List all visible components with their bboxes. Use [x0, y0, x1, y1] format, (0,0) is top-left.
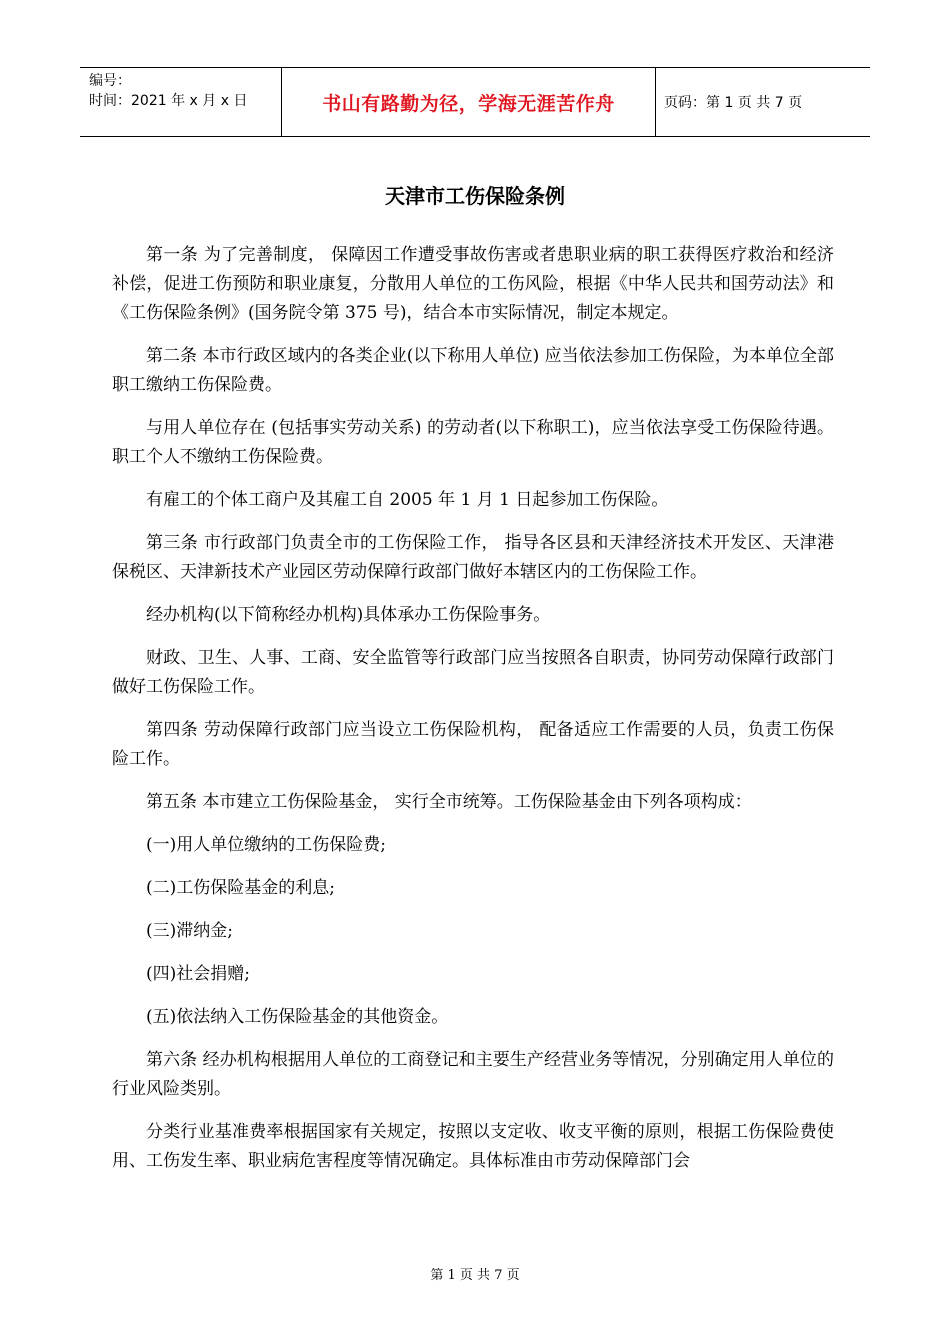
list-item: (四)社会捐赠;	[146, 964, 250, 984]
paragraph: 第一条 为了完善制度， 保障因工作遭受事故伤害或者患职业病的职工获得医疗救治和经济补偿，促进工伤预防和职业康复，分散用人单位的工伤风险，根据《中华人民共和国劳动法》和《工伤保险条例》(国务院令第 375 号)，结合本市实际情况，制定本规定。	[112, 245, 834, 323]
paragraph: 第四条 劳动保障行政部门应当设立工伤保险机构， 配备适应工作需要的人员，负责工伤保险工作。	[112, 720, 834, 769]
paragraph: 财政、卫生、人事、工商、安全监管等行政部门应当按照各自职责，协同劳动保障行政部门做好工伤保险工作。	[112, 648, 834, 697]
page-header	[80, 67, 870, 137]
page-footer: 第 1 页 共 7 页	[430, 1268, 520, 1283]
header-page-info: 页码：第 1 页 共 7 页	[664, 95, 803, 111]
paragraph: 第二条 本市行政区域内的各类企业(以下称用人单位) 应当依法参加工伤保险，为本单位全部职工缴纳工伤保险费。	[112, 346, 834, 395]
list-item: (三)滞纳金;	[146, 921, 233, 941]
header-motto: 书山有路勤为径，学海无涯苦作舟	[282, 68, 656, 136]
document-body	[112, 241, 834, 1190]
list-item: (二)工伤保险基金的利息;	[146, 878, 335, 898]
paragraph: 第六条 经办机构根据用人单位的工商登记和主要生产经营业务等情况，分别确定用人单位的行业风险类别。	[112, 1050, 834, 1099]
list-item: (一)用人单位缴纳的工伤保险费;	[146, 835, 386, 855]
paragraph: 第五条 本市建立工伤保险基金， 实行全市统筹。工伤保险基金由下列各项构成：	[146, 792, 752, 812]
paragraph: 有雇工的个体工商户及其雇工自 2005 年 1 月 1 日起参加工伤保险。	[146, 490, 669, 510]
paragraph: 与用人单位存在 (包括事实劳动关系) 的劳动者(以下称职工)，应当依法享受工伤保险待遇。职工个人不缴纳工伤保险费。	[112, 418, 834, 467]
list-item: (五)依法纳入工伤保险基金的其他资金。	[146, 1007, 449, 1027]
document-title: 天津市工伤保险条例	[385, 184, 565, 208]
document-time-label: 时间：2021 年 x 月 x 日	[89, 93, 248, 109]
header-meta	[80, 68, 282, 136]
document-number-label: 编号：	[89, 73, 131, 89]
paragraph: 第三条 市行政部门负责全市的工伤保险工作， 指导各区县和天津经济技术开发区、天津港保税区、天津新技术产业园区劳动保障行政部门做好本辖区内的工伤保险工作。	[112, 533, 834, 582]
paragraph: 分类行业基准费率根据国家有关规定，按照以支定收、收支平衡的原则，根据工伤保险费使用、工伤发生率、职业病危害程度等情况确定。具体标准由市劳动保障部门会	[112, 1122, 834, 1171]
paragraph: 经办机构(以下简称经办机构)具体承办工伤保险事务。	[146, 605, 551, 625]
